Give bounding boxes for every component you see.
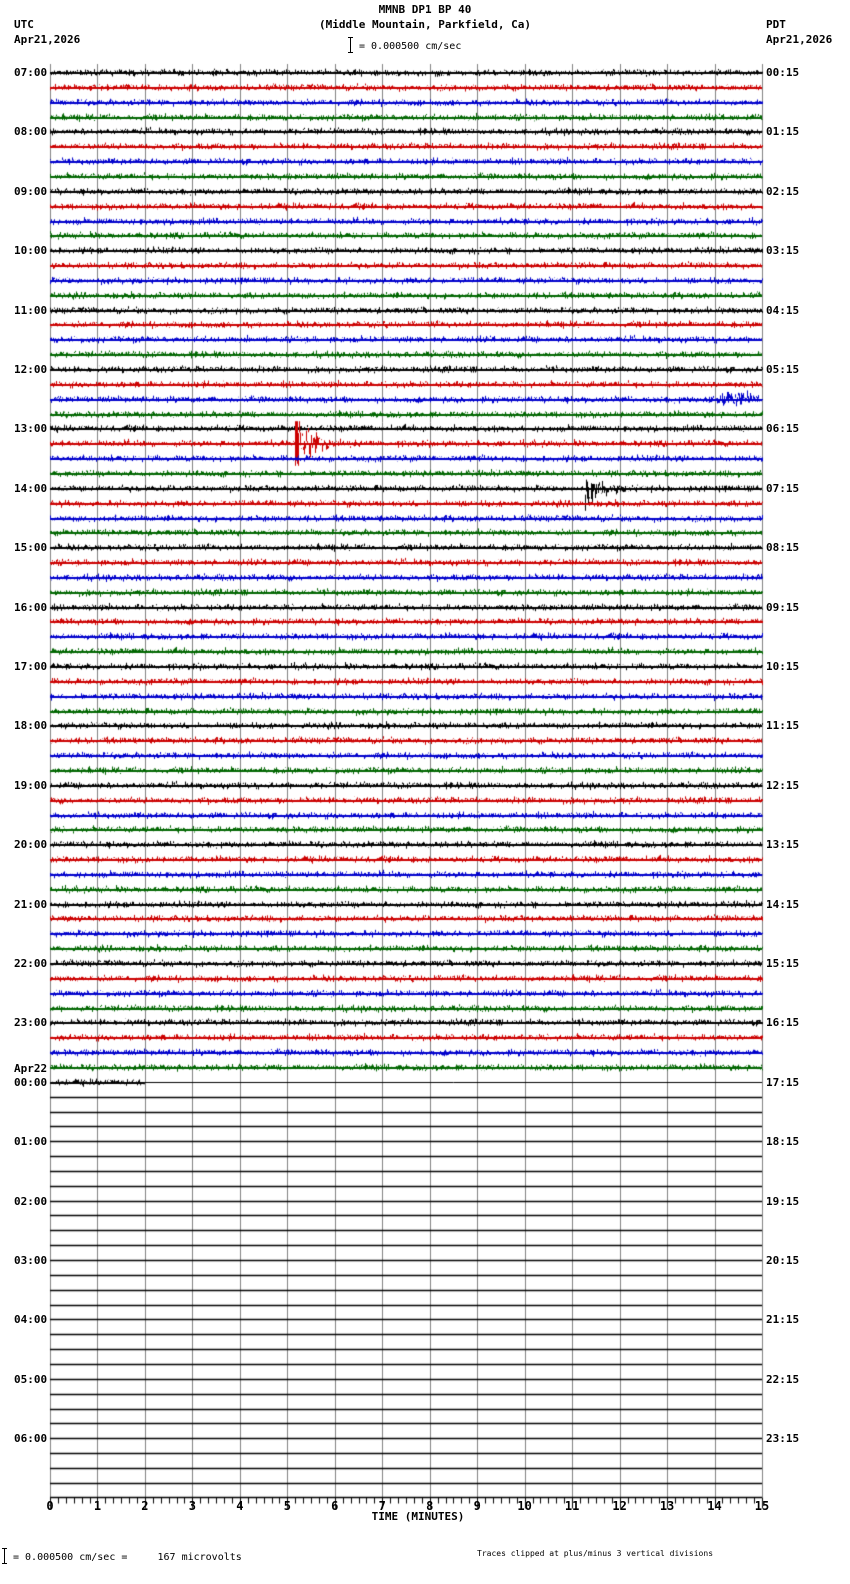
- pdt-hour-label: 01:15: [766, 124, 800, 138]
- utc-hour-label: 12:00: [14, 362, 48, 376]
- utc-hour-label: 19:00: [14, 778, 48, 792]
- x-tick-label: 5: [283, 1499, 291, 1513]
- utc-hour-label: 23:00: [14, 1015, 48, 1029]
- utc-hour-label: 09:00: [14, 184, 48, 198]
- utc-hour-label: 17:00: [14, 659, 48, 673]
- scale-bar-icon: [348, 37, 353, 53]
- x-axis-label: TIME (MINUTES): [371, 1510, 465, 1523]
- utc-hour-label: 21:00: [14, 897, 48, 911]
- clip-note: Traces clipped at plus/minus 3 vertical divisions: [477, 1549, 714, 1558]
- scale-value: = 0.000500 cm/sec: [359, 41, 462, 52]
- pdt-hour-label: 08:15: [766, 540, 800, 554]
- footer-scale-text: = 0.000500 cm/sec = 167 microvolts: [13, 1552, 242, 1563]
- utc-hour-label: 04:00: [14, 1312, 48, 1326]
- pdt-hour-label: 12:15: [766, 778, 800, 792]
- pdt-hour-label: 21:15: [766, 1312, 800, 1326]
- station-title: MMNB DP1 BP 40: [378, 3, 472, 16]
- pdt-hour-label: 15:15: [766, 956, 800, 970]
- x-tick-label: 14: [707, 1499, 722, 1513]
- x-tick-label: 4: [236, 1499, 244, 1513]
- pdt-hour-label: 09:15: [766, 600, 800, 614]
- date-change-label: Apr22: [14, 1061, 48, 1075]
- pdt-hour-label: 22:15: [766, 1372, 800, 1386]
- x-tick-label: 12: [612, 1499, 627, 1513]
- pdt-hour-label: 19:15: [766, 1194, 800, 1208]
- pdt-hour-label: 18:15: [766, 1134, 800, 1148]
- utc-hour-label: 07:00: [14, 65, 48, 79]
- scale-legend: [348, 37, 461, 53]
- pdt-hour-label: 06:15: [766, 421, 800, 435]
- footer-scale-note: [2, 1548, 242, 1564]
- x-tick-label: 15: [754, 1499, 770, 1513]
- pdt-hour-label: 14:15: [766, 897, 800, 911]
- x-tick-label: 11: [564, 1499, 580, 1513]
- pdt-hour-label: 02:15: [766, 184, 800, 198]
- utc-hour-label: 14:00: [14, 481, 48, 495]
- left-date: Apr21,2026: [14, 33, 81, 46]
- x-tick-label: 0: [46, 1499, 54, 1513]
- utc-hour-label: 02:00: [14, 1194, 48, 1208]
- utc-hour-label: 03:00: [14, 1253, 48, 1267]
- x-tick-label: 2: [141, 1499, 149, 1513]
- utc-hour-label: 18:00: [14, 718, 48, 732]
- x-tick-label: 7: [378, 1499, 386, 1513]
- pdt-hour-label: 00:15: [766, 65, 800, 79]
- x-tick-label: 3: [188, 1499, 196, 1513]
- x-tick-label: 10: [517, 1499, 532, 1513]
- x-tick-label: 9: [473, 1499, 481, 1513]
- right-timezone: PDT: [766, 18, 786, 31]
- pdt-hour-label: 17:15: [766, 1075, 800, 1089]
- pdt-hour-label: 11:15: [766, 718, 800, 732]
- utc-hour-label: 08:00: [14, 124, 48, 138]
- pdt-hour-label: 13:15: [766, 837, 800, 851]
- pdt-hour-label: 20:15: [766, 1253, 800, 1267]
- utc-hour-label: 10:00: [14, 243, 48, 257]
- left-timezone: UTC: [14, 18, 34, 31]
- pdt-hour-label: 04:15: [766, 303, 800, 317]
- pdt-hour-label: 16:15: [766, 1015, 800, 1029]
- pdt-hour-label: 03:15: [766, 243, 800, 257]
- station-location: (Middle Mountain, Parkfield, Ca): [319, 18, 531, 31]
- utc-hour-label: 20:00: [14, 837, 48, 851]
- x-tick-label: 13: [659, 1499, 675, 1513]
- pdt-hour-label: 07:15: [766, 481, 800, 495]
- utc-hour-label: 22:00: [14, 956, 48, 970]
- utc-hour-label: 05:00: [14, 1372, 48, 1386]
- x-tick-label: 1: [93, 1499, 102, 1513]
- x-tick-label: 6: [331, 1499, 339, 1513]
- utc-hour-label: 16:00: [14, 600, 48, 614]
- pdt-hour-label: 23:15: [766, 1431, 800, 1445]
- utc-hour-label: 00:00: [14, 1075, 48, 1089]
- utc-hour-label: 01:00: [14, 1134, 48, 1148]
- x-tick-label: 8: [426, 1499, 434, 1513]
- scale-bar-icon: [2, 1548, 7, 1564]
- utc-hour-label: 11:00: [14, 303, 48, 317]
- pdt-hour-label: 05:15: [766, 362, 800, 376]
- right-date: Apr21,2026: [766, 33, 833, 46]
- utc-hour-label: 06:00: [14, 1431, 48, 1445]
- pdt-hour-label: 10:15: [766, 659, 800, 673]
- utc-hour-label: 15:00: [14, 540, 48, 554]
- utc-hour-label: 13:00: [14, 421, 48, 435]
